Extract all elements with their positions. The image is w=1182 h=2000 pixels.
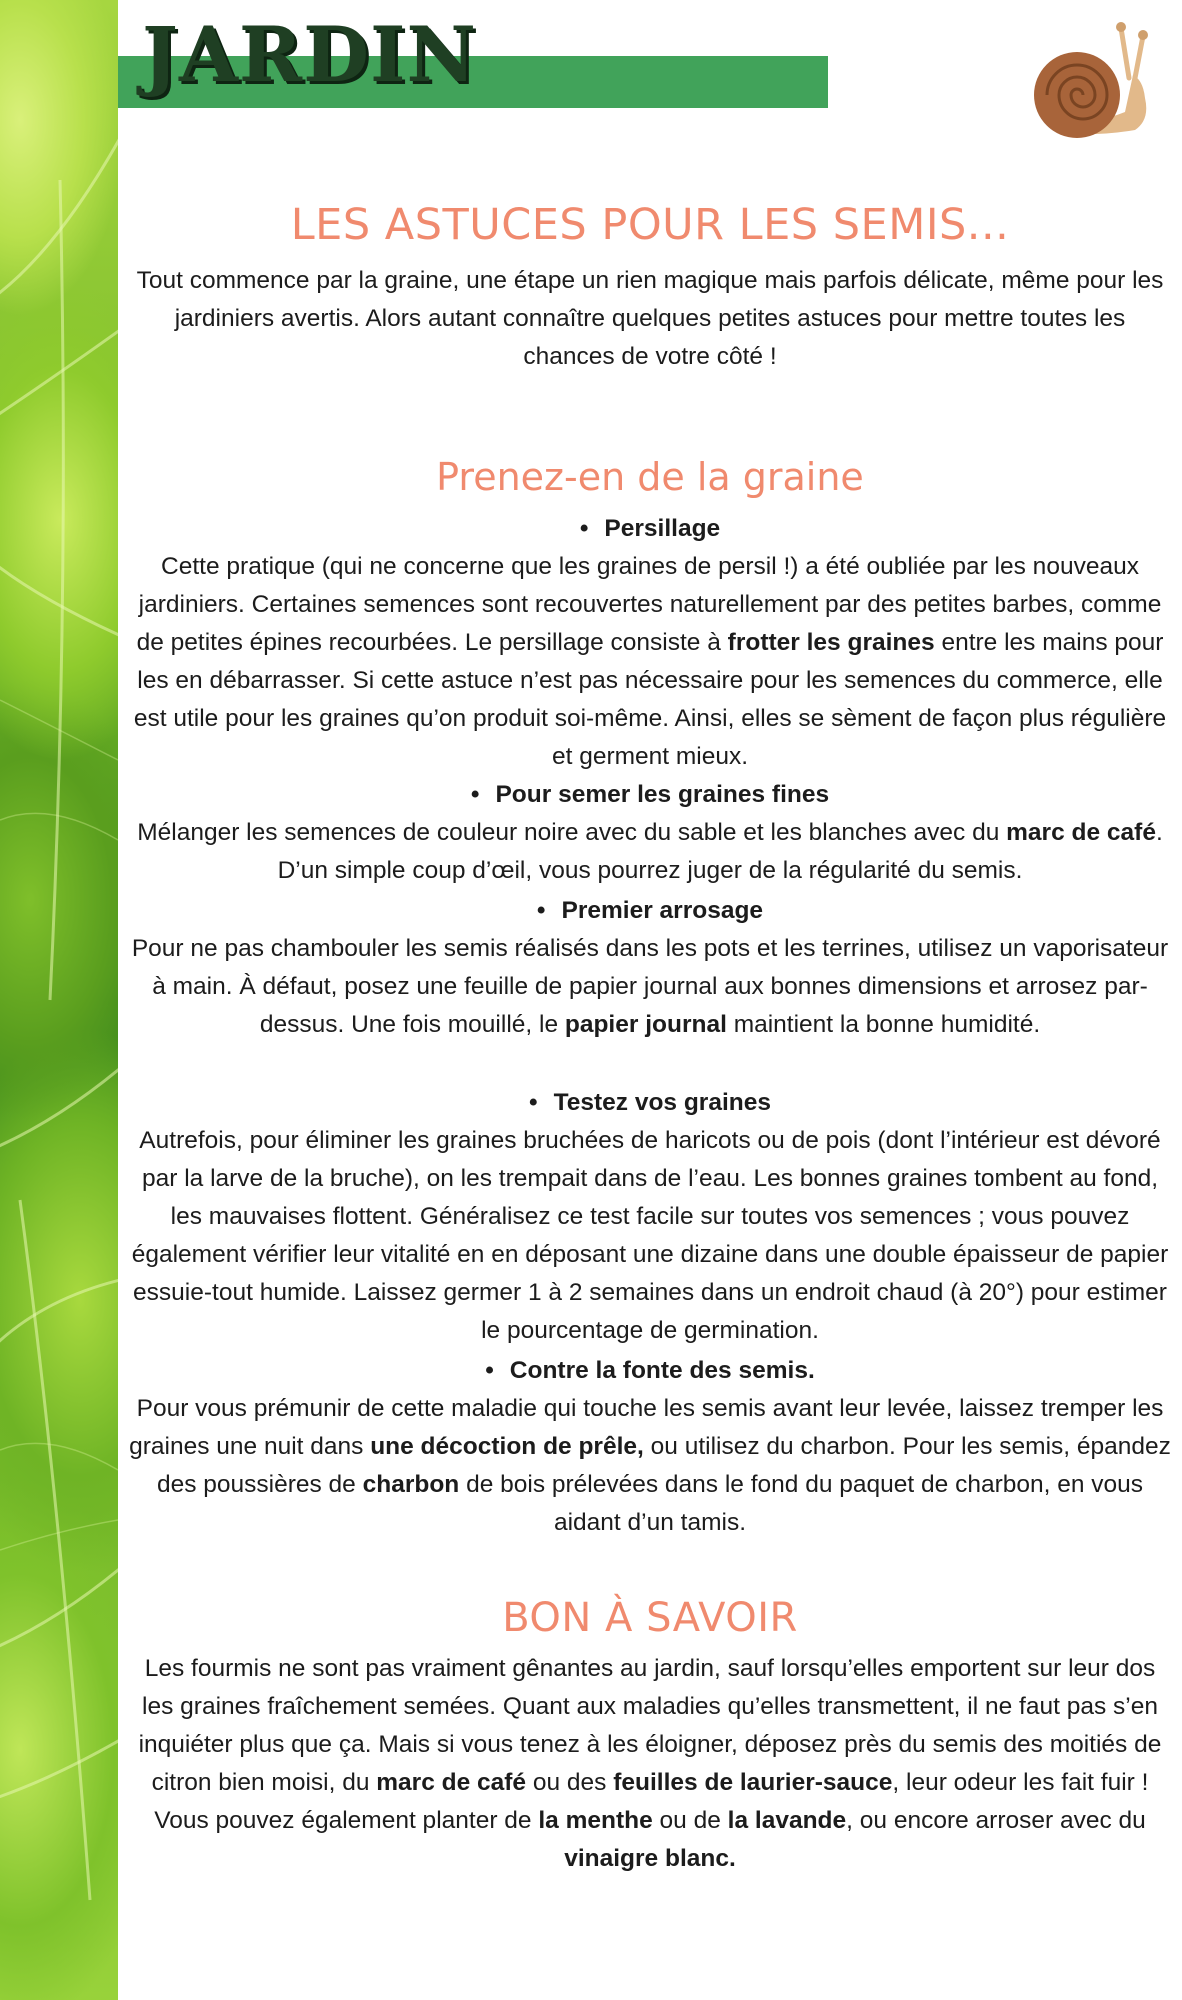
tip-text: Autrefois, pour éliminer les graines bruchées de haricots ou de pois (dont l’intérieur est dévoré par la larve de la bruche), on les trempait dans de l’eau. Les bonnes graines tombent au fond, les mauvaises flottent. Généralisez ce test facile sur toutes vos semences ; vous pouvez également vérifier leur vitalité en en déposant une dizaine dans une double épaisseur de papier essuie-tout humide. Laissez germer 1 à 2 semaines dans un endroit chaud (à 20°) pour estimer le pourcentage de germination. bbox=[131, 1127, 1169, 1344]
good-to-know-text: Les fourmis ne sont pas vraiment gênantes au jardin, sauf lorsqu’elles emportent sur leur dos les graines fraîchement semées. Quant aux maladies qu’elles transmettent, il ne faut pas s’en inquiéter plus que ça. Mais si vous tenez à les éloigner, déposez près du semis des moitiés de citron bien moisi, du marc de café ou des feuilles de laurier-sauce, leur odeur les fait fuir ! Vous pouvez également planter de la menthe ou de la lavande, ou encore arroser avec du vinaigre blanc. bbox=[138, 1655, 1162, 1872]
tip-text: Cette pratique (qui ne concerne que les graines de persil !) a été oubliée par les nouveaux jardiniers. Certaines semences sont recouvertes naturellement par des petites barbes, comme de petites épines recourbées. Le persillage consiste à frotter les graines entre les mains pour les en débarrasser. Si cette astuce n’est pas nécessaire pour les semences du commerce, elle est utile pour les graines qu’on produit soi-même. Ainsi, elles se sèment de façon plus régulière et germent mieux. bbox=[133, 553, 1167, 770]
tip-title: • Premier arrosage bbox=[118, 892, 1182, 930]
tip-text: Pour ne pas chambouler les semis réalisés dans les pots et les terrines, utilisez un vaporisateur à main. À défaut, posez une feuille de papier journal aux bonnes dimensions et arrosez par-dessus. Une fois mouillé, le papier journal maintient la bonne humidité. bbox=[131, 935, 1169, 1038]
tip-text: Pour vous prémunir de cette maladie qui touche les semis avant leur levée, laissez tremper les graines une nuit dans une décoction de prêle, ou utilisez du charbon. Pour les semis, épandez des poussières de charbon de bois prélevées dans le fond du paquet de charbon, en vous aidant d’un tamis. bbox=[129, 1395, 1171, 1536]
leaf-veins-illustration bbox=[0, 0, 118, 2000]
tip-title: • Pour semer les graines fines bbox=[118, 776, 1182, 814]
article-heading: LES ASTUCES POUR LES SEMIS... bbox=[290, 200, 1010, 250]
bullet-dot: • bbox=[485, 1357, 494, 1384]
section-title: JARDIN bbox=[142, 10, 478, 99]
good-to-know-heading: BON À SAVOIR bbox=[502, 1595, 798, 1641]
tip-title: • Contre la fonte des semis. bbox=[118, 1352, 1182, 1390]
snail-icon bbox=[1005, 20, 1155, 145]
bullet-dot: • bbox=[579, 515, 589, 542]
subheading: Prenez-en de la graine bbox=[436, 455, 864, 499]
bullet-dot: • bbox=[536, 897, 546, 924]
bullet-dot: • bbox=[529, 1089, 538, 1116]
intro-paragraph: Tout commence par la graine, une étape un rien magique mais parfois délicate, même pour les jardiniers avertis. Alors autant connaître quelques petites astuces pour mettre toutes les chances de votre côté ! bbox=[136, 267, 1164, 370]
tip-text: Mélanger les semences de couleur noire avec du sable et les blanches avec du marc de café. D’un simple coup d’œil, vous pourrez juger de la régularité du semis. bbox=[137, 819, 1163, 884]
leaf-background bbox=[0, 0, 118, 2000]
tip-title: • Persillage bbox=[118, 510, 1182, 548]
tip-title: • Testez vos graines bbox=[118, 1084, 1182, 1122]
bullet-dot: • bbox=[470, 781, 480, 808]
